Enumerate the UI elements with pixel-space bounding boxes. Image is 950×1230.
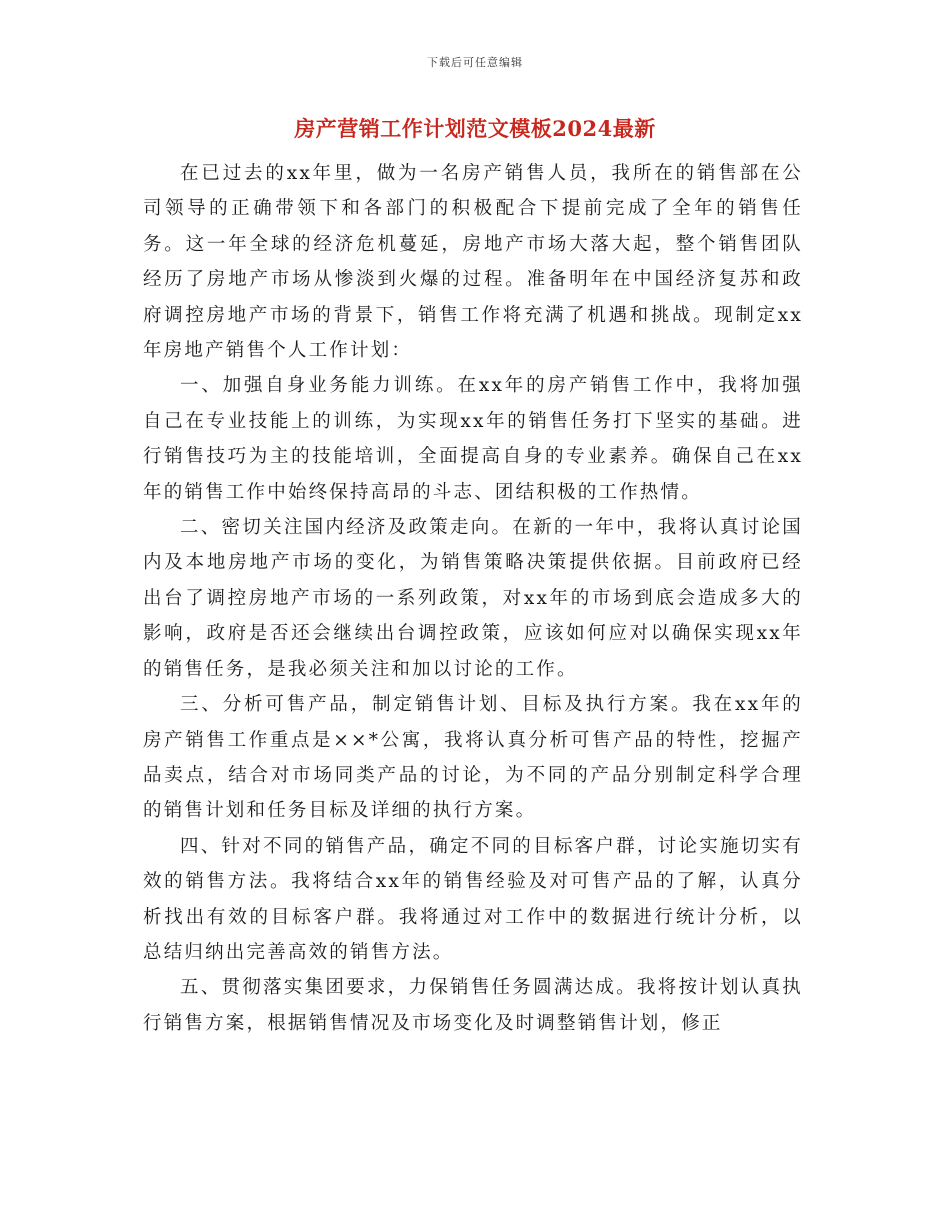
paragraph-5: 五、贯彻落实集团要求，力保销售任务圆满达成。我将按计划认真执行销售方案，根据销售情况及市场变化及时调整销售计划，修正 (143, 977, 803, 1034)
paragraph-3: 三、分析可售产品，制定销售计划、目标及执行方案。我在xx年的房产销售工作重点是××*公寓，我将认真分析可售产品的特性，挖掘产品卖点，结合对市场同类产品的讨论，为不同的产品分别制定科学合理的销售计划和任务目标及详细的执行方案。 (143, 694, 803, 822)
paragraph-4: 四、针对不同的销售产品，确定不同的目标客户群，讨论实施切实有效的销售方法。我将结合xx年的销售经验及对可售产品的了解，认真分析找出有效的目标客户群。我将通过对工作中的数据进行统计分析，以总结归纳出完善高效的销售方法。 (143, 835, 803, 963)
paragraph-intro: 在已过去的xx年里，做为一名房产销售人员，我所在的销售部在公司领导的正确带领下和各部门的积极配合下提前完成了全年的销售任务。这一年全球的经济危机蔓延，房地产市场大落大起，整个销售团队经历了房地产市场从惨淡到火爆的过程。准备明年在中国经济复苏和政府调控房地产市场的背景下，销售工作将充满了机遇和挑战。现制定xx年房地产销售个人工作计划： (143, 163, 803, 362)
paragraph-1: 一、加强自身业务能力训练。在xx年的房产销售工作中，我将加强自己在专业技能上的训练，为实现xx年的销售任务打下坚实的基础。进行销售技巧为主的技能培训，全面提高自身的专业素养。确保自己在xx年的销售工作中始终保持高昂的斗志、团结积极的工作热情。 (143, 375, 803, 503)
document-body (143, 156, 803, 1041)
document-title: 房产营销工作计划范文模板2024最新 (294, 116, 656, 141)
header-note: 下载后可任意编辑 (427, 56, 523, 69)
paragraph-2: 二、密切关注国内经济及政策走向。在新的一年中，我将认真讨论国内及本地房地产市场的变化，为销售策略决策提供依据。目前政府已经出台了调控房地产市场的一系列政策，对xx年的市场到底会造成多大的影响，政府是否还会继续出台调控政策，应该如何应对以确保实现xx年的销售任务，是我必须关注和加以讨论的工作。 (143, 517, 803, 680)
